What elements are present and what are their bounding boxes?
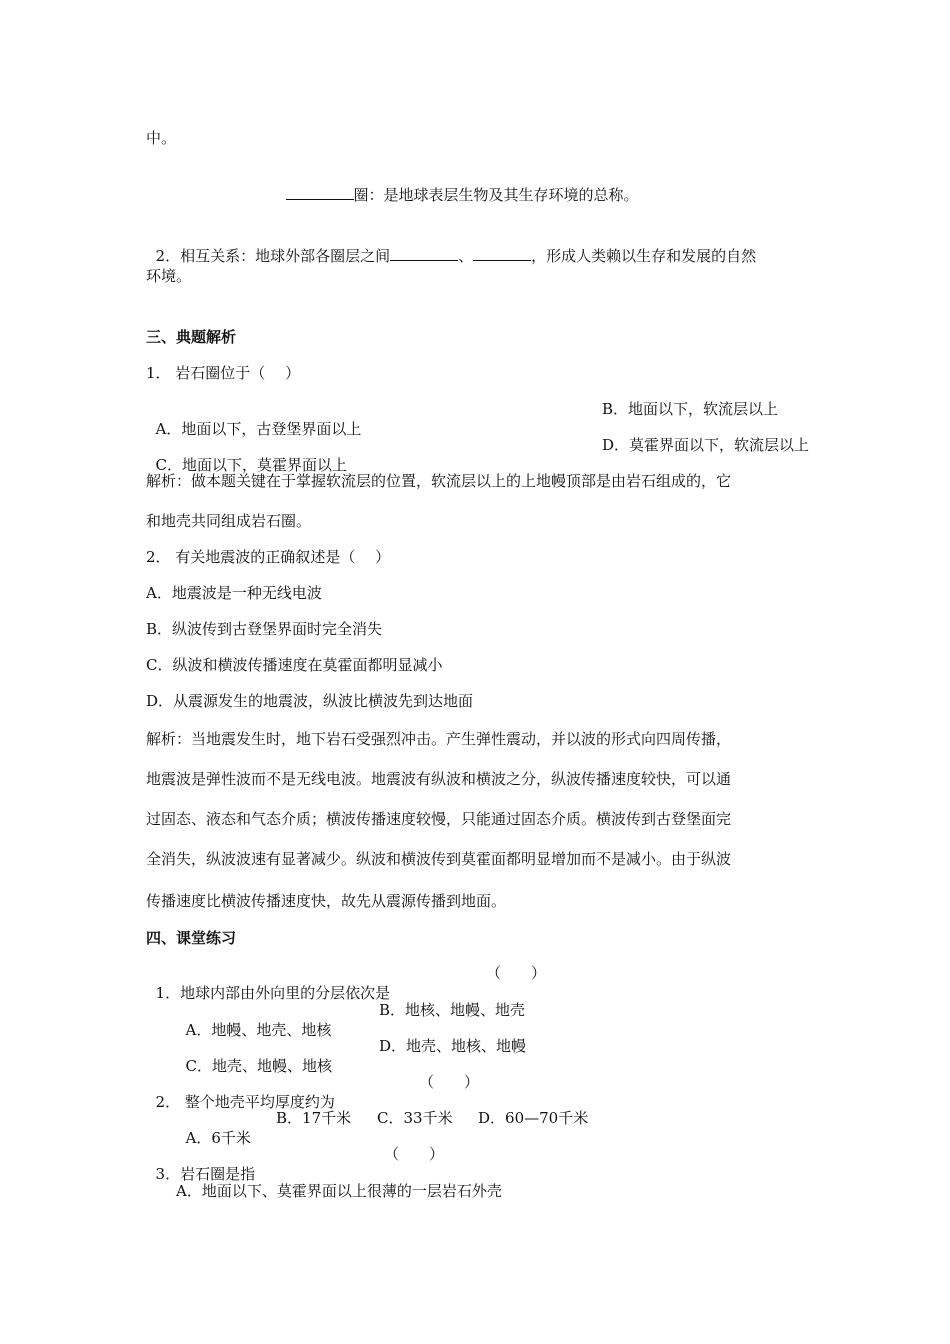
relationship-separator: 、	[458, 247, 474, 265]
fill-blank[interactable]	[390, 246, 458, 261]
option-d: D．从震源发生的地震波，纵波比横波先到达地面	[146, 692, 474, 710]
option-c: C．纵波和横波传播速度在莫霍面都明显减小	[146, 656, 443, 674]
option-a: A．地面以下、莫霍界面以上很薄的一层岩石外壳	[176, 1182, 502, 1200]
option-c: C．地壳、地幔、地核	[185, 1057, 333, 1075]
option-c: C．地面以下，莫霍界面以上	[155, 456, 348, 474]
section-heading: 三、典题解析	[146, 328, 237, 346]
relationship-label: 2．相互关系：地球外部各圈层之间	[155, 247, 391, 265]
question-stem: 1．地球内部由外向里的分层依次是	[155, 984, 391, 1002]
text-line: 环境。	[146, 267, 192, 285]
biosphere-definition	[276, 165, 639, 205]
option-a: A．地幔、地壳、地核	[185, 1021, 332, 1039]
option-b: B．地面以下，软流层以上	[602, 400, 779, 418]
question-stem: 1． 岩石圈位于（ ）	[146, 364, 301, 382]
analysis-text: 过固态、液态和气态介质；横波传播速度较慢，只能通过固态介质。横波传到古登堡面完	[146, 810, 732, 828]
option-a: A．6千米	[185, 1129, 251, 1147]
section-heading: 四、课堂练习	[146, 929, 237, 947]
fill-blank[interactable]	[473, 246, 531, 261]
question-stem: 2． 整个地壳平均厚度约为	[155, 1093, 335, 1111]
fill-blank[interactable]	[286, 185, 354, 200]
option-d: D．60—70千米	[478, 1109, 589, 1127]
answer-paren: （ ）	[419, 1073, 480, 1091]
analysis-text: 全消失，纵波波速有显著减少。纵波和横波传到莫霍面都明显增加而不是减小。由于纵波	[146, 850, 732, 868]
analysis-text: 地震波是弹性波而不是无线电波。地震波有纵波和横波之分，纵波传播速度较快，可以通	[146, 770, 732, 788]
analysis-text: 解析：做本题关键在于掌握软流层的位置，软流层以上的上地幔顶部是由岩石组成的，它	[146, 472, 732, 490]
option-a: A．地震波是一种无线电波	[146, 584, 322, 602]
analysis-text: 和地壳共同组成岩石圈。	[146, 512, 312, 530]
text-line: 中。	[146, 129, 177, 147]
option-d: D．地壳、地核、地幔	[379, 1037, 527, 1055]
relationship-suffix: ，形成人类赖以生存和发展的自然	[531, 247, 757, 265]
relationship-line	[146, 226, 756, 266]
analysis-text: 解析：当地震发生时，地下岩石受强烈冲击。产生弹性震动，并以波的形式向四周传播，	[146, 730, 732, 748]
option-b: B．纵波传到古登堡界面时完全消失	[146, 620, 383, 638]
question-stem: 3．岩石圈是指	[155, 1165, 256, 1183]
option-b: B．地核、地幔、地壳	[379, 1001, 526, 1019]
answer-paren: （ ）	[384, 1145, 445, 1163]
analysis-text: 传播速度比横波传播速度快，故先从震源传播到地面。	[146, 892, 507, 910]
option-d: D．莫霍界面以下，软流层以上	[602, 436, 810, 454]
biosphere-suffix: 圈：是地球表层生物及其生存环境的总称。	[353, 186, 639, 204]
option-b: B．17千米	[276, 1109, 352, 1127]
question-stem: 2． 有关地震波的正确叙述是（ ）	[146, 548, 391, 566]
option-c: C．33千米	[377, 1109, 453, 1127]
answer-paren: （ ）	[486, 964, 547, 982]
option-a: A．地面以下，古登堡界面以上	[155, 420, 362, 438]
